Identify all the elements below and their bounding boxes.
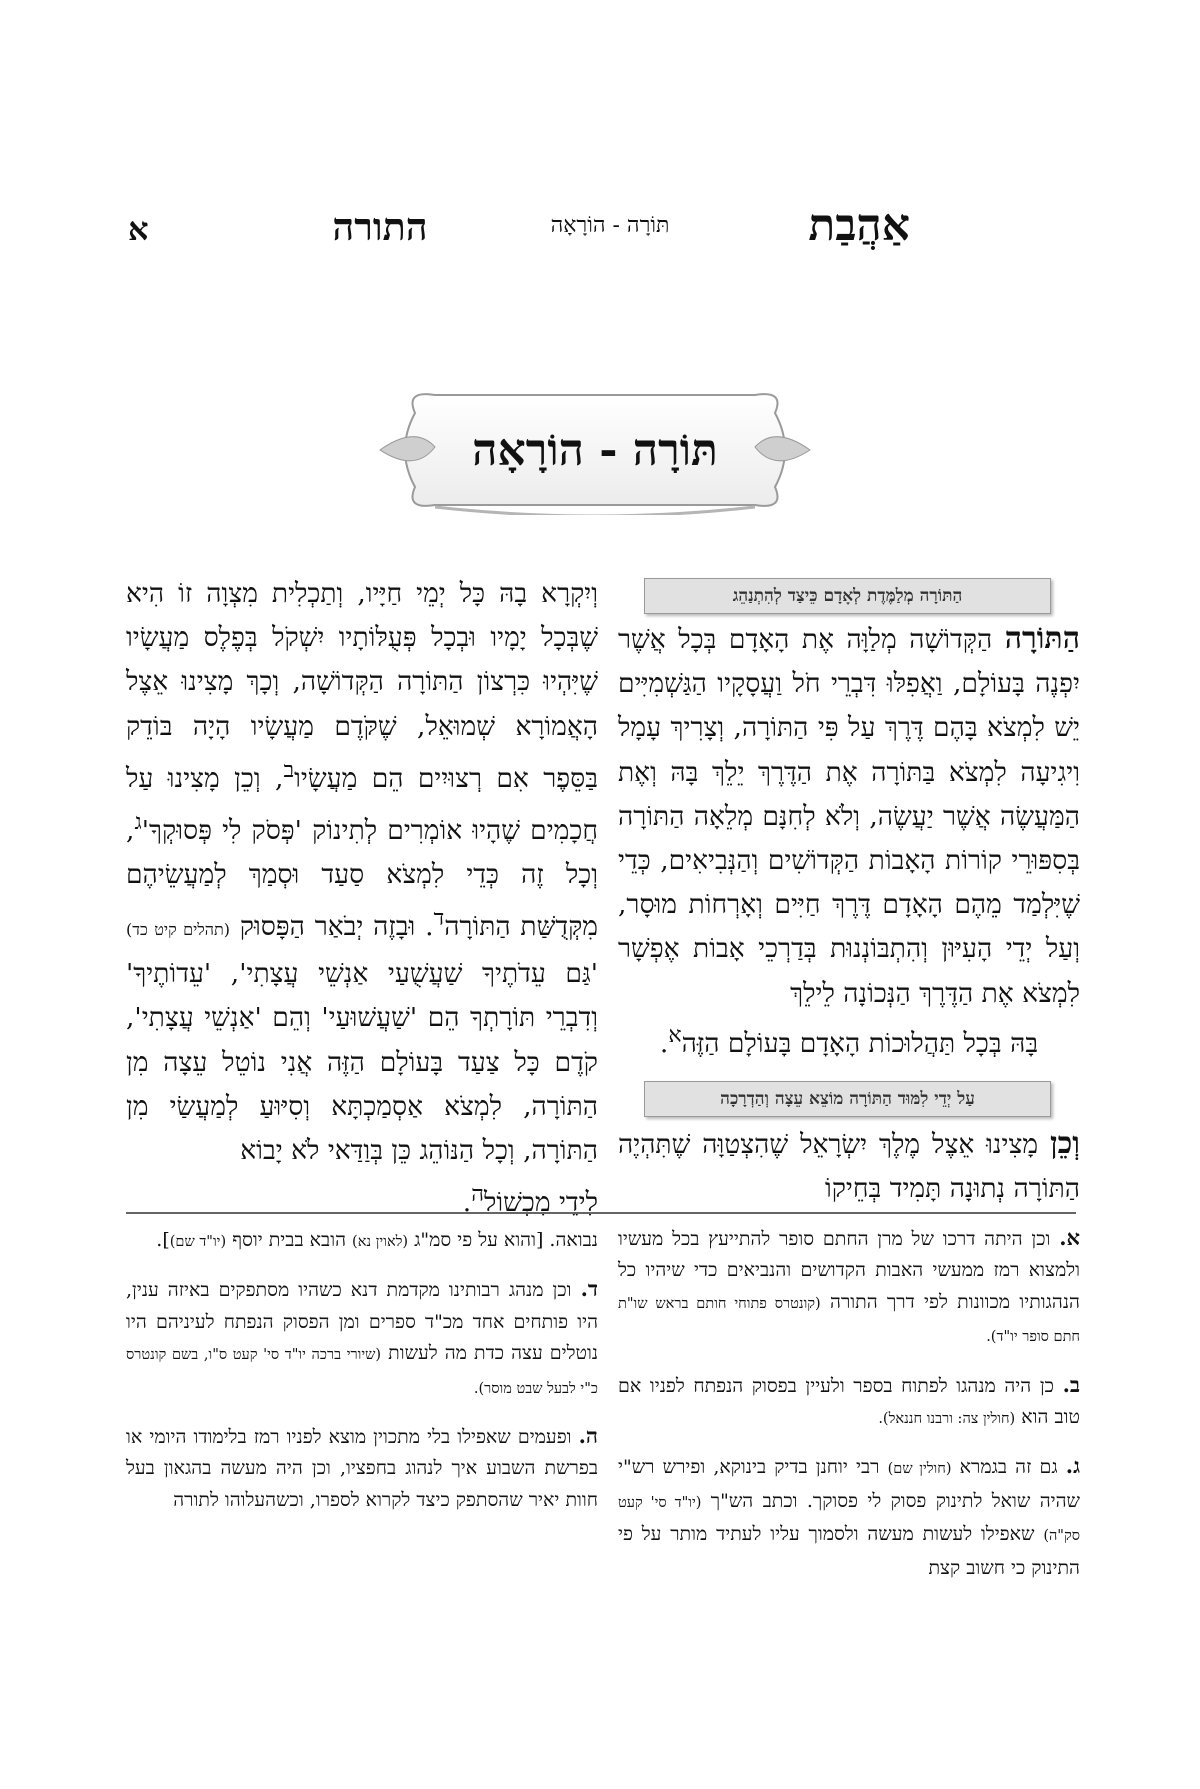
footnote-source: (יו"ד שם) [169,1234,227,1250]
chapter-title: תּוֹרָה - הוֹרָאָה [472,424,718,476]
footnotes-right [618,1222,1080,1599]
footnote-ref-b: ב [283,757,295,783]
footnote-text: נבואה. [והוא על פי סמ"ג [414,1229,598,1251]
left-text-5: 'גַּם עֵדֹתֶיךָ שַׁעֲשֻׁעַי אַנְשֵׁי עֲצָתִי', 'עֵדוֹתֶיךָ' וְדִבְרֵי תּוֹרָתְךָ הֵם 'שַׁעֲשׁוּעַי' וְהֵם 'אַנְשֵׁי עֲצָתִי', קֹדֶם כָּל צַעַד בָּעוֹלָם הַזֶּה אֲנִי נוֹטֵל עֵצָה מִן הַתּוֹרָה, לִמְצֹא אַסְמַכְתָּא וְסִיּוּעַ לְמַעֲשַׂי מִן הַתּוֹרָה, וְכָל הַנּוֹהֵג כֵּן בְּוַדַּאי לֹא יָבוֹא [126,958,598,1166]
right-column-paragraph-1 [618,617,1080,1016]
footnote-source: (חולין שם) [887,1461,952,1478]
right-column-paragraph-2 [618,1122,1080,1211]
footnote-mark: ב. [1062,1371,1080,1397]
section-banner-2 [644,1081,1051,1117]
footnote-source: (לאוין נא) [352,1234,409,1250]
footnote-mark: ג. [1065,1453,1081,1479]
footnote-divider [126,1212,1076,1214]
section-banner-2-text: עַל יְדֵי לִמּוּד הַתּוֹרָה מוֹצֵא עֵצָה וְהַדְרָכָה [720,1089,975,1109]
left-text-3: , וְכָל זֶה כְּדֵי לִמְצֹא סַעַד וּסְמַךְ לְמַעֲשֵׂיהֶם מִקְּדֻשַּׁת הַתּוֹרָה [126,814,598,942]
footnote-continuation [126,1225,598,1258]
footnote-ref-a: א [668,1023,682,1048]
chapter-title-frame [375,385,815,515]
footnote-source: (חולין צה: ורבנו חננאל). [878,1411,1016,1428]
footnote-g [618,1450,1080,1584]
left-end-line: לִידֵי מִכְשׁוֹל$^ה$. [462,1182,598,1218]
lead-word-1: הַתּוֹרָה [1004,621,1080,656]
left-text-2: , וְכֵן מָצִינוּ עַל חֲכָמִים שֶׁהָיוּ אוֹמְרִים לְתִינוֹק 'פְּסֹק לִי פְּסוּקְךָ' [126,762,598,846]
section-banner-1-text: הַתּוֹרָה מְלַמֶּדֶת לְאָדָם כֵּיצַד לְהִתְנַהֵג [732,586,963,606]
page-number: א [128,210,149,248]
footnotes-left [126,1225,598,1531]
footnote-text: שאפילו לעשות מעשה ולסמוך עליו לעתיד מותר על פי התינוק כי חשוב קצת [618,1523,1080,1579]
verse-reference: (תהלים קיט כד) [126,919,230,939]
footnote-ref-g: ג [134,809,142,835]
footnote-source: (שיורי ברכה יו"ד סי' קעט ס"ו, בשם קונטרס כ"י לבעל שבט מוסר). [126,1347,598,1397]
footnote-b [618,1369,1080,1436]
footnote-mark: א. [1059,1225,1081,1250]
paragraph-2-text: מָצִינוּ אֵצֶל מֶלֶךְ יִשְׂרָאֵל שֶׁהִצְטַוָּה שֶׁתִּהְיֶה הַתּוֹרָה נְתוּנָה תָּמִיד בְּחֵיקוֹ [618,1129,1080,1205]
footnote-text: ]. [156,1229,170,1251]
book-short-title: התורה [332,204,428,249]
footnote-ref-d: ד [433,906,445,932]
section-banner-1 [644,578,1051,614]
footnote-text: וכן היתה דרכו של מרן החתם סופר להתייעץ בכל מעשיו ולמצוא רמז ממעשי האבות הקדושים והנביאים כדי שיהיו כל הנהגותיו מכוונות לפי דרך התורה [618,1228,1080,1313]
footnote-text: הובא בבית יוסף [232,1229,346,1251]
left-text-4: . וּבָזֶה יְבֹאַר הַפָּסוּק [239,910,434,942]
footnote-text: רבי יוחנן בדיק בינוקא, ופירש רש"י שהיה שואל לתינוק פסוק לי פסוקך. וכתב הש"ך [618,1456,1080,1512]
footnote-h [126,1420,598,1516]
footnote-source: (קונטרס פתוחי חותם בראש שו"ת חתם סופר יו"ד). [618,1295,1080,1346]
paragraph-1-text: הַקְּדוֹשָׁה מְלַוָּה אֶת הָאָדָם בְּכָל אֲשֶׁר יִפְנֶה בָּעוֹלָם, וַאֲפִלּוּ דִּבְרֵי חֹל וַעֲסָקָיו הַגַּשְׁמִיִּים יֵשׁ לִמְצֹא בָּהֶם דֶּרֶךְ עַל פִּי הַתּוֹרָה, וְצָרִיךְ עָמָל וִיגִיעָה לִמְצֹא בַּתּוֹרָה אֶת הַדֶּרֶךְ יֵלֵךְ בָּהּ וְאֶת הַמַּעֲשֶׂה אֲשֶׁר יַעֲשֶׂה, וְלֹא לְחִנָּם מְלֵאָה הַתּוֹרָה בְּסִפּוּרֵי קוֹרוֹת הָאָבוֹת הַקְּדוֹשִׁים וְהַנְּבִיאִים, כְּדֵי שֶׁיִּלְמַד מֵהֶם הָאָדָם דֶּרֶךְ חַיִּים וְאָרְחוֹת מוּסָר, וְעַל יְדֵי הָעִיּוּן וְהִתְבּוֹנְנוּת בְּדַרְכֵי אָבוֹת אֶפְשָׁר לִמְצֹא אֶת הַדֶּרֶךְ הַנְּכוֹנָה לֵילֵךְ [618,624,1080,1009]
footnote-source: (יו"ד סי' קעט סק"ה) [618,1494,1080,1545]
left-text-6: לִידֵי מִכְשׁוֹל [483,1186,598,1218]
paragraph-1-end-line: בָּהּ בְּכָל תַּהֲלוּכוֹת הָאָדָם בָּעוֹלָם הַזֶּה$^א$. [659,1023,1039,1059]
footnote-a [618,1222,1080,1354]
footnote-text: ופעמים שאפילו בלי מתכוין מוצא לפניו רמז בלימודו היומי או בפרשת השבוע איך לנהוג בחפציו, וכן היה מעשה בהגאון בעל חוות יאיר שהסתפק כיצד לקרוא לספרו, וכשהעלוהו לתורה [126,1426,598,1511]
footnote-mark: ה. [578,1423,598,1449]
left-text-1: וְיִקְרָא בָהּ כָּל יְמֵי חַיָּיו, וְתַכְלִית מִצְוָה זוֹ הִיא שֶׁבְּכָל יָמָיו וּבְכָל פְּעֻלּוֹתָיו יִשְׁקֹל בְּפֶלֶס מַעֲשָׂיו שֶׁיִּהְיוּ כִּרְצוֹן הַתּוֹרָה הַקְּדוֹשָׁה, וְכָךְ מָצִינוּ אֵצֶל הָאֲמוֹרָא שְׁמוּאֵל, שֶׁקֹּדֶם מַעֲשָׂיו הָיָה בּוֹדֵק בַּסֵּפֶר אִם רְצוּיִים הֵם מַעֲשָׂיו [126,578,598,794]
footnote-d [126,1273,598,1405]
footnote-text: כן היה מנהגו לפתוח בספר ולעיין בפסוק הנפתח לפניו אם טוב הוא [618,1374,1080,1429]
footnote-ref-h: ה [471,1182,484,1208]
footnote-text: וכן מנהג רבותינו מקדמת דנא כשהיו מסתפקים באיזה ענין, היו פותחים אחד מכ"ד ספרים ומן הפסוק הנפתח לעיניהם היו נוטלים עצה כדת מה לעשות [126,1279,598,1365]
running-title: תּוֹרָה - הוֹרָאָה [550,213,670,238]
footnote-text: גם זה בגמרא [959,1456,1058,1479]
book-title: אַהֲבַת [808,200,910,251]
lead-word-2: וְכֵן [1049,1126,1080,1161]
paragraph-1-end: בָּהּ בְּכָל תַּהֲלוּכוֹת הָאָדָם בָּעוֹלָם הַזֶּה [681,1027,1039,1059]
footnote-mark: ד. [580,1276,598,1302]
left-column-paragraph [126,572,598,1225]
